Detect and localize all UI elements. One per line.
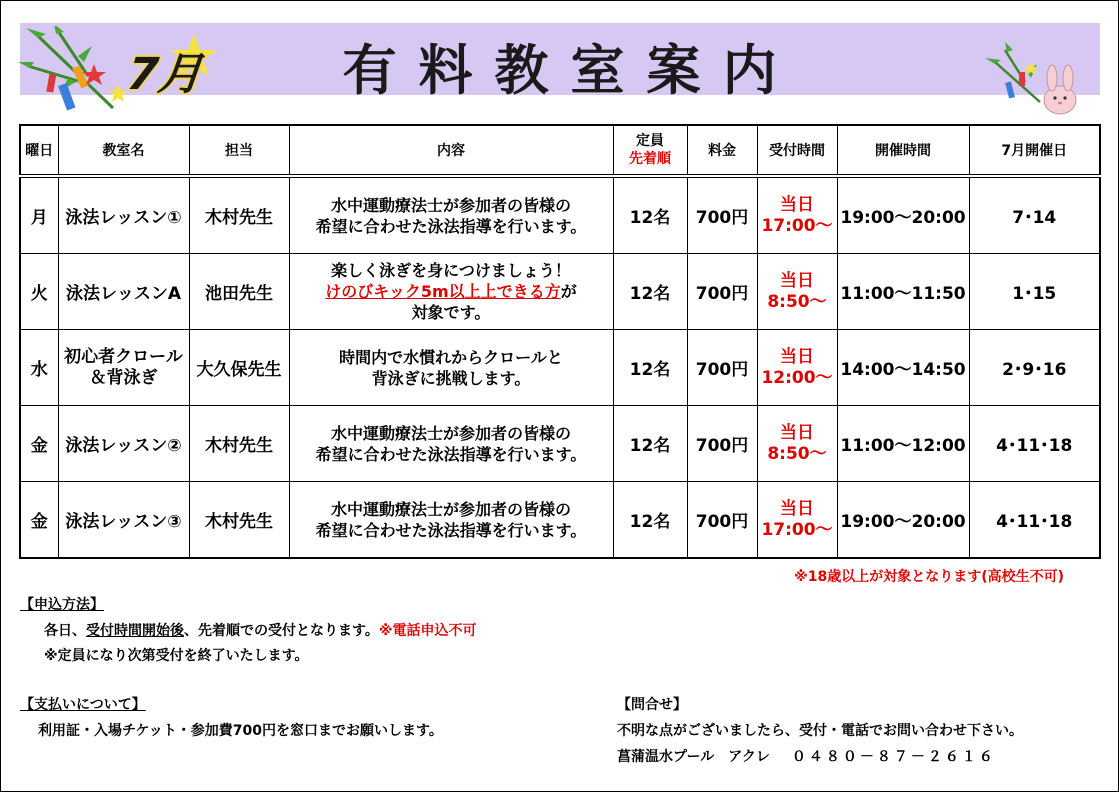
day-cell: 火 (20, 254, 58, 330)
contact-heading: 【問合せ】 (617, 697, 687, 713)
table-row (20, 330, 1100, 406)
content-line: 希望に合わせた泳法指導を行います。 (315, 216, 587, 236)
fee-cell: 700円 (687, 254, 757, 330)
page-border-top (0, 0, 1119, 1)
reception-time: 8:50～ (767, 291, 827, 312)
time-cell: 19:00～20:00 (837, 482, 969, 559)
class-name-cell: 泳法レッスン③ (58, 482, 189, 559)
contact-text: 不明な点がございましたら、受付・電話でお問い合わせ下さい。 (617, 723, 1023, 739)
reception-cell (757, 482, 837, 559)
reception-cell (757, 330, 837, 406)
reception-day: 当日 (780, 346, 814, 367)
class-name-cell: 泳法レッスン② (58, 406, 189, 482)
fee-cell: 700円 (687, 406, 757, 482)
content-cell (289, 330, 613, 406)
capacity-cell: 12名 (613, 176, 687, 254)
table-row (20, 482, 1100, 559)
content-cell (289, 406, 613, 482)
reception-time: 17:00～ (761, 215, 833, 236)
reception-cell (757, 406, 837, 482)
application-line-1 (44, 620, 477, 640)
bamboo-rabbit-icon (985, 42, 1090, 120)
content-line: 希望に合わせた泳法指導を行います。 (315, 444, 587, 464)
capacity-cell: 12名 (613, 482, 687, 559)
payment-heading: 【支払いについて】 (20, 697, 146, 713)
month-label: 7月 (124, 49, 205, 100)
teacher-cell: 木村先生 (189, 406, 289, 482)
time-cell: 14:00～14:50 (837, 330, 969, 406)
reception-day: 当日 (780, 498, 814, 519)
table-row (20, 254, 1100, 330)
page-border-left (0, 0, 1, 792)
time-cell: 19:00～20:00 (837, 176, 969, 254)
content-line: 対象です。 (411, 303, 491, 322)
day-cell: 水 (20, 330, 58, 406)
payment-text: 利用証・入場チケット・参加費700円を窓口までお願いします。 (38, 723, 443, 739)
col-content: 内容 (289, 125, 613, 176)
time-cell: 11:00～11:50 (837, 254, 969, 330)
content-line: 時間内で水慣れからクロールと (339, 347, 563, 367)
reception-cell (757, 176, 837, 254)
dates-cell: 4･11･18 (969, 406, 1100, 482)
time-cell: 11:00～12:00 (837, 406, 969, 482)
reception-time: 8:50～ (767, 443, 827, 464)
content-cell (289, 176, 613, 254)
col-day: 曜日 (20, 125, 58, 176)
col-dates: 7月開催日 (969, 125, 1100, 176)
first-come-label: 先着順 (629, 151, 671, 167)
age-note: ※18歳以上が対象となります(高校生不可) (794, 569, 1064, 585)
content-cell (289, 482, 613, 559)
table-header-row (20, 125, 1100, 176)
class-schedule-table (19, 124, 1101, 559)
day-cell: 金 (20, 406, 58, 482)
content-line (290, 281, 613, 302)
page-title: 有料教室案内 (342, 39, 799, 102)
application-text: 、先着順での受付となります。 (184, 623, 379, 639)
capacity-cell: 12名 (613, 406, 687, 482)
col-fee: 料金 (687, 125, 757, 176)
col-reception: 受付時間 (757, 125, 837, 176)
col-capacity (613, 125, 687, 176)
fee-cell: 700円 (687, 176, 757, 254)
content-line: 水中運動療法士が参加者の皆様の (330, 195, 571, 215)
phone-number: ０４８０－８７－２６１６ (791, 749, 996, 765)
table-row (20, 176, 1100, 254)
reception-time: 12:00～ (761, 367, 833, 388)
class-name-cell: 泳法レッスンA (58, 254, 189, 330)
no-phone-note: ※電話申込不可 (378, 623, 477, 639)
col-time: 開催時間 (837, 125, 969, 176)
reception-day: 当日 (780, 270, 814, 291)
capacity-label: 定員 (636, 133, 664, 149)
class-name-line: 初心者クロール (64, 346, 183, 367)
content-line: 水中運動療法士が参加者の皆様の (330, 499, 571, 519)
table-row (20, 406, 1100, 482)
teacher-cell: 木村先生 (189, 482, 289, 559)
reception-day: 当日 (780, 422, 814, 443)
fee-cell: 700円 (687, 330, 757, 406)
class-name-cell: 泳法レッスン① (58, 176, 189, 254)
content-line: 水中運動療法士が参加者の皆様の (330, 423, 571, 443)
facility-name: 菖蒲温水プール アクレ (617, 749, 770, 765)
dates-cell: 2･9･16 (969, 330, 1100, 406)
content-tail: が (560, 282, 577, 301)
class-name-cell (58, 330, 189, 406)
content-line: 背泳ぎに挑戦します。 (371, 368, 531, 388)
application-text: 各日、 (44, 623, 86, 639)
day-cell: 月 (20, 176, 58, 254)
col-teacher: 担当 (189, 125, 289, 176)
content-cell (289, 254, 613, 330)
application-heading: 【申込方法】 (20, 597, 104, 613)
col-class-name: 教室名 (58, 125, 189, 176)
application-line-2: ※定員になり次第受付を終了いたします。 (44, 648, 309, 664)
teacher-cell: 大久保先生 (189, 330, 289, 406)
teacher-cell: 池田先生 (189, 254, 289, 330)
dates-cell: 1･15 (969, 254, 1100, 330)
reception-time: 17:00～ (761, 519, 833, 540)
teacher-cell: 木村先生 (189, 176, 289, 254)
class-name-line: ＆背泳ぎ (89, 367, 158, 388)
application-underlined: 受付時間開始後 (86, 623, 184, 639)
condition-highlight: けのびキック5m以上上できる方 (325, 282, 561, 301)
reception-cell (757, 254, 837, 330)
dates-cell: 4･11･18 (969, 482, 1100, 559)
reception-day: 当日 (780, 194, 814, 215)
content-line: 希望に合わせた泳法指導を行います。 (315, 520, 587, 540)
fee-cell: 700円 (687, 482, 757, 559)
contact-line (617, 746, 996, 766)
dates-cell: 7･14 (969, 176, 1100, 254)
capacity-cell: 12名 (613, 330, 687, 406)
day-cell: 金 (20, 482, 58, 559)
content-line: 楽しく泳ぎを身につけましょう！ (331, 261, 571, 280)
capacity-cell: 12名 (613, 254, 687, 330)
